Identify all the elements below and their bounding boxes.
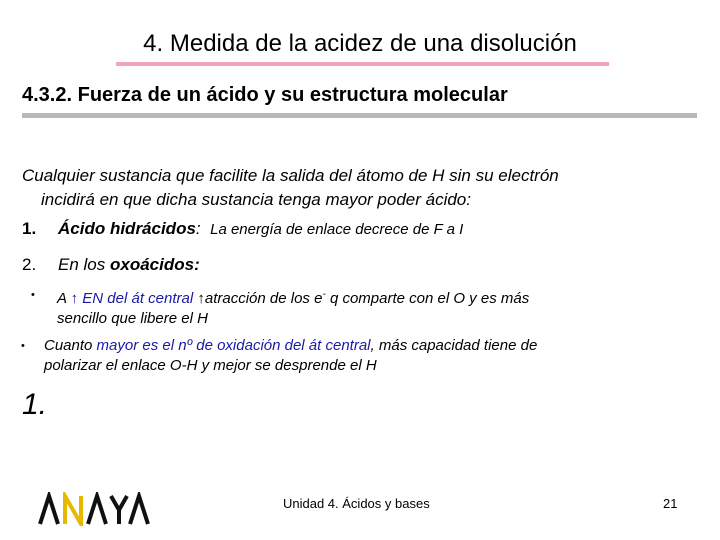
bullet1-a: A: [57, 290, 67, 307]
section-heading: 4.3.2. Fuerza de un ácido y su estructura molecular: [22, 84, 508, 106]
oxoacidos-prefix: En los: [58, 255, 110, 274]
list-number-1: 1.: [22, 219, 37, 238]
slide-title: 4. Medida de la acidez de una disolución: [143, 30, 577, 57]
bullet1-text-end: q comparte con el O y es más: [325, 290, 530, 307]
intro-line-2: incidirá en que dicha sustancia tenga mayor poder ácido:: [41, 190, 471, 209]
hidracidos-heading: Ácido hidrácidos: [58, 219, 196, 238]
oxoacidos-heading: oxoácidos:: [109, 255, 200, 274]
bullet2-line-2: polarizar el enlace O-H y mejor se desprende el H: [44, 357, 377, 374]
bullet1-text-start: atracción de los e: [204, 290, 323, 307]
bullet2-suffix: , más capacidad tiene de: [370, 337, 538, 354]
title-underline: [116, 62, 609, 66]
list-item-2: [22, 255, 200, 275]
bullet2-blue-text: mayor es el nº de oxidación del át central: [96, 337, 371, 354]
up-arrow-icon: ↑: [197, 290, 205, 307]
colon: :: [195, 219, 201, 238]
footer-text: Unidad 4. Ácidos y bases: [283, 496, 430, 511]
bullet-marker-1: •: [31, 289, 35, 301]
bullet-item-1: [31, 285, 657, 329]
bullet2-prefix: Cuanto: [44, 337, 97, 354]
hidracidos-text: La energía de enlace decrece de F a I: [210, 221, 464, 238]
bullet-item-2: [21, 336, 684, 376]
page-number: 21: [663, 496, 678, 511]
anaya-logo: [38, 492, 150, 526]
intro-paragraph: [22, 164, 712, 212]
bullet1-blue-text: EN del át central: [82, 290, 194, 307]
section-underline: [22, 113, 697, 118]
list-item-1: [22, 219, 463, 239]
up-arrow-icon: ↑: [70, 290, 79, 307]
bullet1-line-2: sencillo que libere el H: [57, 310, 208, 327]
list-number-2: 2.: [22, 255, 37, 274]
electron-charge: -: [322, 289, 326, 300]
bullet-marker-2: •: [21, 340, 25, 352]
intro-line-1: Cualquier sustancia que facilite la salida del átomo de H sin su electrón: [22, 166, 559, 185]
stray-list-number: 1.: [22, 388, 48, 421]
